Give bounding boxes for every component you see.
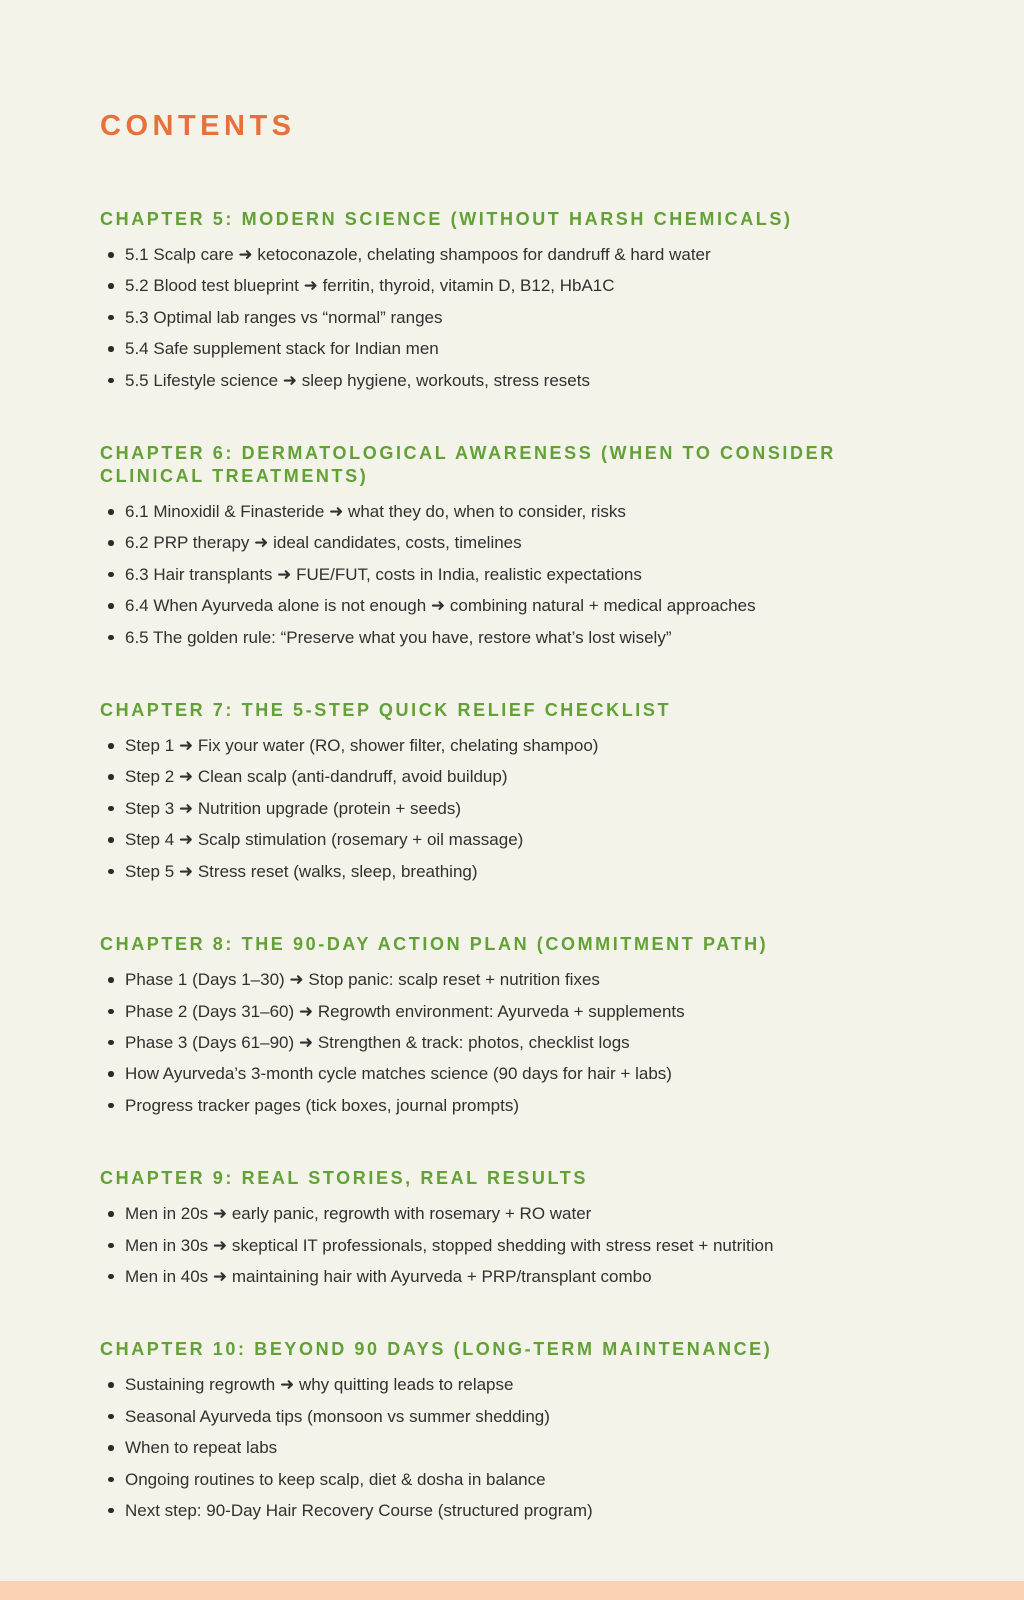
toc-item xyxy=(100,964,924,995)
toc-item-text: Step 4 ➜ Scalp stimulation (rosemary + oil massage) xyxy=(125,830,524,850)
toc-item xyxy=(100,365,924,396)
bullet-icon xyxy=(100,1432,125,1463)
bullet-icon xyxy=(100,239,125,270)
bullet-icon xyxy=(100,1464,125,1495)
toc-item-text: How Ayurveda’s 3-month cycle matches science (90 days for hair + labs) xyxy=(125,1064,672,1084)
toc-section-chapter-7 xyxy=(100,699,924,887)
toc-section-chapter-9 xyxy=(100,1167,924,1292)
page-title: CONTENTS xyxy=(100,110,296,142)
toc-item-text: Men in 20s ➜ early panic, regrowth with rosemary + RO water xyxy=(125,1204,592,1224)
bullet-icon xyxy=(100,1369,125,1400)
toc-item xyxy=(100,1230,924,1261)
toc-item-text: 6.5 The golden rule: “Preserve what you have, restore what’s lost wisely” xyxy=(125,627,672,647)
chapter-heading: CHAPTER 9: REAL STORIES, REAL RESULTS xyxy=(100,1168,588,1189)
chapter-item-list xyxy=(100,496,924,653)
chapter-heading: CHAPTER 10: BEYOND 90 DAYS (LONG-TERM MAINTENANCE) xyxy=(100,1339,773,1360)
toc-item-text: Step 1 ➜ Fix your water (RO, shower filter, chelating shampoo) xyxy=(125,736,599,756)
toc-item-text: 5.3 Optimal lab ranges vs “normal” ranges xyxy=(125,307,443,327)
toc-item-text: Men in 40s ➜ maintaining hair with Ayurveda + PRP/transplant combo xyxy=(125,1266,652,1286)
toc-item-text: 5.5 Lifestyle science ➜ sleep hygiene, workouts, stress resets xyxy=(125,370,590,390)
bullet-icon xyxy=(100,527,125,558)
bullet-icon xyxy=(100,590,125,621)
toc-item xyxy=(100,1369,924,1400)
toc-item-text: Next step: 90-Day Hair Recovery Course (structured program) xyxy=(125,1500,593,1520)
toc-item-text: Step 2 ➜ Clean scalp (anti-dandruff, avoid buildup) xyxy=(125,767,508,787)
bullet-icon xyxy=(100,1027,125,1058)
toc-item xyxy=(100,730,924,761)
toc-item xyxy=(100,590,924,621)
toc-item-text: 5.1 Scalp care ➜ ketoconazole, chelating shampoos for dandruff & hard water xyxy=(125,245,711,264)
footer-strip xyxy=(0,1581,1024,1600)
toc-item-text: Seasonal Ayurveda tips (monsoon vs summer shedding) xyxy=(125,1406,550,1426)
toc-item xyxy=(100,622,924,653)
bullet-icon xyxy=(100,824,125,855)
chapter-heading: CHAPTER 7: THE 5-STEP QUICK RELIEF CHECKLIST xyxy=(100,700,672,721)
toc-section-chapter-10 xyxy=(100,1338,924,1526)
bullet-icon xyxy=(100,996,125,1027)
chapter-item-list xyxy=(100,239,924,396)
chapter-item-list xyxy=(100,730,924,887)
toc-sections xyxy=(100,208,924,1526)
chapter-item-list xyxy=(100,1369,924,1526)
toc-item xyxy=(100,496,924,527)
chapter-heading: CHAPTER 5: MODERN SCIENCE (WITHOUT HARSH CHEMICALS) xyxy=(100,209,793,229)
toc-item xyxy=(100,996,924,1027)
bullet-icon xyxy=(100,496,125,527)
bullet-icon xyxy=(100,1198,125,1229)
toc-item xyxy=(100,1198,924,1229)
bullet-icon xyxy=(100,761,125,792)
toc-item xyxy=(100,1432,924,1463)
bullet-icon xyxy=(100,730,125,761)
toc-item-text: Phase 1 (Days 1–30) ➜ Stop panic: scalp reset + nutrition fixes xyxy=(125,970,600,990)
toc-item-text: Progress tracker pages (tick boxes, journal prompts) xyxy=(125,1095,519,1115)
toc-item xyxy=(100,1401,924,1432)
bullet-icon xyxy=(100,622,125,653)
toc-item xyxy=(100,761,924,792)
toc-item xyxy=(100,793,924,824)
toc-item xyxy=(100,1464,924,1495)
toc-item-text: Phase 3 (Days 61–90) ➜ Strengthen & track: photos, checklist logs xyxy=(125,1032,630,1052)
toc-section-chapter-6 xyxy=(100,442,924,653)
bullet-icon xyxy=(100,559,125,590)
toc-item xyxy=(100,239,924,270)
toc-item-text: 5.4 Safe supplement stack for Indian men xyxy=(125,339,439,359)
toc-item xyxy=(100,559,924,590)
bullet-icon xyxy=(100,1401,125,1432)
toc-item-text: 6.2 PRP therapy ➜ ideal candidates, costs, timelines xyxy=(125,533,522,553)
bullet-icon xyxy=(100,964,125,995)
toc-section-chapter-8 xyxy=(100,933,924,1121)
toc-item-text: Sustaining regrowth ➜ why quitting leads to relapse xyxy=(125,1375,514,1395)
chapter-heading: CHAPTER 8: THE 90-DAY ACTION PLAN (COMMITMENT PATH) xyxy=(100,934,769,955)
bullet-icon xyxy=(100,793,125,824)
toc-item xyxy=(100,302,924,333)
toc-item-text: Phase 2 (Days 31–60) ➜ Regrowth environment: Ayurveda + supplements xyxy=(125,1001,685,1021)
toc-item-text: 6.4 When Ayurveda alone is not enough ➜ combining natural + medical approaches xyxy=(125,596,756,616)
toc-item xyxy=(100,1058,924,1089)
toc-item xyxy=(100,333,924,364)
chapter-item-list xyxy=(100,964,924,1121)
toc-item xyxy=(100,856,924,887)
bullet-icon xyxy=(100,302,125,333)
toc-item-text: 6.1 Minoxidil & Finasteride ➜ what they do, when to consider, risks xyxy=(125,502,626,522)
toc-item xyxy=(100,1261,924,1292)
toc-item xyxy=(100,527,924,558)
bullet-icon xyxy=(100,1058,125,1089)
bullet-icon xyxy=(100,1261,125,1292)
bullet-icon xyxy=(100,270,125,301)
toc-item-text: Men in 30s ➜ skeptical IT professionals, stopped shedding with stress reset + nutrition xyxy=(125,1235,774,1255)
toc-item xyxy=(100,1027,924,1058)
bullet-icon xyxy=(100,1090,125,1121)
toc-item xyxy=(100,824,924,855)
toc-item-text: Step 5 ➜ Stress reset (walks, sleep, breathing) xyxy=(125,861,478,881)
bullet-icon xyxy=(100,1495,125,1526)
toc-item-text: Step 3 ➜ Nutrition upgrade (protein + seeds) xyxy=(125,798,462,818)
toc-section-chapter-5 xyxy=(100,208,924,396)
bullet-icon xyxy=(100,1230,125,1261)
chapter-item-list xyxy=(100,1198,924,1292)
toc-item-text: Ongoing routines to keep scalp, diet & dosha in balance xyxy=(125,1469,546,1489)
toc-item xyxy=(100,270,924,301)
toc-item-text: 5.2 Blood test blueprint ➜ ferritin, thyroid, vitamin D, B12, HbA1C xyxy=(125,276,615,296)
toc-item xyxy=(100,1495,924,1526)
bullet-icon xyxy=(100,333,125,364)
toc-item xyxy=(100,1090,924,1121)
toc-item-text: When to repeat labs xyxy=(125,1438,278,1458)
bullet-icon xyxy=(100,365,125,396)
bullet-icon xyxy=(100,856,125,887)
toc-item-text: 6.3 Hair transplants ➜ FUE/FUT, costs in India, realistic expectations xyxy=(125,564,642,584)
chapter-heading: CHAPTER 6: DERMATOLOGICAL AWARENESS (WHEN TO CONSIDER CLINICAL TREATMENTS) xyxy=(100,443,836,487)
